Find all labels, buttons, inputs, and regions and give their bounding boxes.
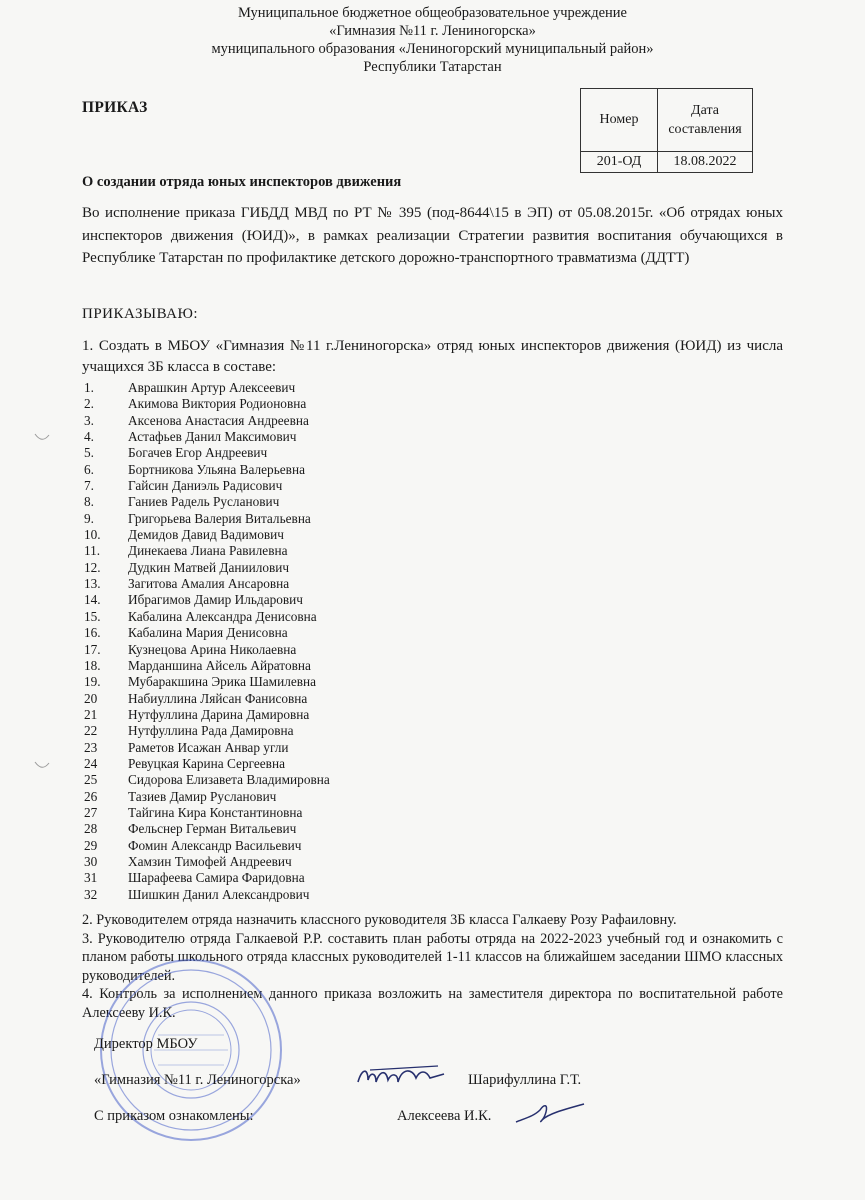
student-name: Раметов Исажан Анвар угли — [128, 739, 289, 755]
student-list-item — [84, 592, 330, 608]
student-name: Шарафеева Самира Фаридовна — [128, 870, 305, 886]
student-number: 18. — [84, 657, 101, 673]
student-list-item — [84, 723, 330, 739]
student-name: Богачев Егор Андреевич — [128, 445, 268, 461]
student-number: 15. — [84, 608, 101, 624]
student-list-item — [84, 821, 330, 837]
header-line-1: Муниципальное бюджетное общеобразовательное учреждение — [238, 5, 627, 21]
student-list-item — [84, 396, 330, 412]
student-list-item — [84, 772, 330, 788]
student-list-item — [84, 462, 330, 478]
student-list-item — [84, 691, 330, 707]
student-number: 32 — [84, 886, 98, 902]
student-number: 6. — [84, 461, 94, 477]
student-name: Аксенова Анастасия Андреевна — [128, 412, 309, 428]
student-list-item — [84, 478, 330, 494]
student-list-item — [84, 380, 330, 396]
student-list-item — [84, 805, 330, 821]
acquainted-label: С приказом ознакомлены: — [94, 1108, 254, 1124]
student-number: 24 — [84, 755, 98, 771]
student-number: 31 — [84, 870, 98, 886]
student-number: 2. — [84, 396, 94, 412]
student-number: 23 — [84, 739, 98, 755]
student-name: Кабалина Александра Денисовна — [128, 608, 317, 624]
student-name: Аврашкин Артур Алексеевич — [128, 380, 296, 395]
student-number: 28 — [84, 821, 98, 837]
student-number: 20 — [84, 690, 98, 706]
student-list-item — [84, 511, 330, 527]
student-name: Гайсин Даниэль Радисович — [128, 478, 283, 494]
order-item-1: 1. Создать в МБОУ «Гимназия №11 г.Лениногорска» отряд юных инспекторов движения (ЮИД) из числа учащихся 3Б класса в составе: — [82, 338, 783, 375]
director-title: Директор МБОУ — [94, 1036, 198, 1052]
student-list-item — [84, 707, 330, 723]
order-word: ПРИКАЗЫВАЮ: — [82, 306, 199, 322]
student-list-item — [84, 445, 330, 461]
order-meta-table — [580, 88, 753, 173]
student-name: Нутфуллина Рада Дамировна — [128, 723, 294, 739]
student-name: Кузнецова Арина Николаевна — [128, 641, 297, 657]
student-list-item — [84, 674, 330, 690]
student-number: 22 — [84, 723, 98, 739]
student-number: 21 — [84, 706, 98, 722]
student-name: Ревуцкая Карина Сергеевна — [128, 755, 285, 771]
director-name: Шарифуллина Г.Т. — [468, 1072, 582, 1088]
student-number: 26 — [84, 788, 98, 804]
header-line-2: «Гимназия №11 г. Лениногорска» — [329, 23, 536, 39]
header-line-3: муниципального образования «Лениногорский муниципальный район» — [211, 41, 654, 57]
student-name: Демидов Давид Вадимович — [128, 527, 284, 543]
punch-hole-mark — [34, 760, 50, 770]
student-name: Акимова Виктория Родионовна — [128, 396, 307, 412]
punch-hole-mark — [34, 432, 50, 442]
student-list-item — [84, 625, 330, 641]
student-number: 29 — [84, 837, 98, 853]
student-list-item — [84, 838, 330, 854]
student-number: 14. — [84, 592, 101, 608]
student-name: Астафьев Данил Максимович — [128, 429, 297, 445]
student-number: 19. — [84, 674, 101, 690]
student-list-item — [84, 740, 330, 756]
student-name: Набиуллина Ляйсан Фанисовна — [128, 690, 308, 706]
student-list-item — [84, 789, 330, 805]
student-number: 9. — [84, 510, 94, 526]
student-number: 27 — [84, 804, 98, 820]
order-item-3: 3. Руководителю отряда Галкаевой Р.Р. составить план работы отряда на 2022-2023 учебный год и ознакомить с планом работы школьного отряда классных руководителей 1-11 классов на ближайшем заседании ШМО классных руководителей. — [82, 930, 783, 984]
student-number: 16. — [84, 625, 101, 641]
student-number: 11. — [84, 543, 101, 559]
student-number: 17. — [84, 641, 101, 657]
student-list-item — [84, 494, 330, 510]
order-item-2: 2. Руководителем отряда назначить классного руководителя 3Б класса Галкаеву Розу Рафаиловну. — [82, 912, 677, 928]
student-name: Загитова Амалия Ансаровна — [128, 576, 290, 592]
institution-header — [0, 4, 865, 76]
student-number: 13. — [84, 576, 101, 592]
student-number: 12. — [84, 559, 101, 575]
student-number: 25 — [84, 772, 98, 788]
student-number: 8. — [84, 494, 94, 510]
student-list-item — [84, 543, 330, 559]
student-list-item — [84, 658, 330, 674]
student-name: Сидорова Елизавета Владимировна — [128, 772, 330, 788]
student-name: Фомин Александр Васильевич — [128, 837, 302, 853]
student-name: Ганиев Радель Русланович — [128, 494, 280, 510]
student-list-item — [84, 560, 330, 576]
preamble-paragraph: Во исполнение приказа ГИБДД МВД по РТ № 395 (под-8644\15 в ЭП) от 05.08.2015г. «Об отрядах юных инспекторов движения (ЮИД)», в рамках реализации Стратегии развития воспитания обучающихся в Республике Татарстан по профилактике детского дорожно-транспортного травматизма (ДДТТ) — [82, 205, 783, 266]
student-number: 1. — [84, 380, 94, 395]
student-number: 7. — [84, 478, 94, 494]
student-list — [84, 380, 330, 903]
student-name: Хамзин Тимофей Андреевич — [128, 853, 292, 869]
student-name: Григорьева Валерия Витальевна — [128, 510, 311, 526]
student-number: 3. — [84, 412, 94, 428]
student-name: Марданшина Айсель Айратовна — [128, 657, 311, 673]
student-number: 30 — [84, 853, 98, 869]
director-signature — [354, 1062, 446, 1092]
student-list-item — [84, 576, 330, 592]
student-name: Шишкин Данил Александрович — [128, 886, 310, 902]
student-list-item — [84, 527, 330, 543]
director-school: «Гимназия №11 г. Лениногорска» — [94, 1072, 301, 1088]
student-list-item — [84, 609, 330, 625]
student-list-item — [84, 854, 330, 870]
number-header: Номер — [581, 89, 658, 152]
student-name: Нутфуллина Дарина Дамировна — [128, 706, 310, 722]
document-title: ПРИКАЗ — [82, 99, 148, 116]
student-list-item — [84, 429, 330, 445]
acquainted-signature — [512, 1098, 588, 1128]
student-list-item — [84, 413, 330, 429]
date-header: Дата составления — [658, 89, 753, 152]
student-name: Дудкин Матвей Даниилович — [128, 559, 290, 575]
order-number: 201-ОД — [581, 152, 658, 173]
student-name: Тазиев Дамир Русланович — [128, 788, 277, 804]
student-list-item — [84, 756, 330, 772]
student-number: 4. — [84, 429, 94, 445]
student-name: Тайгина Кира Константиновна — [128, 804, 303, 820]
student-list-item — [84, 642, 330, 658]
student-name: Мубаракшина Эрика Шамилевна — [128, 674, 317, 690]
student-name: Фельснер Герман Витальевич — [128, 821, 297, 837]
order-date: 18.08.2022 — [658, 152, 753, 173]
student-name: Бортникова Ульяна Валерьевна — [128, 461, 305, 477]
student-name: Кабалина Мария Денисовна — [128, 625, 288, 641]
student-list-item — [84, 870, 330, 886]
student-list-item — [84, 887, 330, 903]
student-name: Ибрагимов Дамир Ильдарович — [128, 592, 303, 608]
student-number: 10. — [84, 527, 101, 543]
header-line-4: Республики Татарстан — [363, 59, 502, 75]
student-number: 5. — [84, 445, 94, 461]
acquainted-name: Алексеева И.К. — [397, 1108, 492, 1124]
order-item-4: 4. Контроль за исполнением данного приказа возложить на заместителя директора по воспитательной работе Алексееву И.К. — [82, 986, 783, 1021]
student-name: Динекаева Лиана Равилевна — [128, 543, 288, 559]
order-subject: О создании отряда юных инспекторов движения — [82, 174, 402, 190]
